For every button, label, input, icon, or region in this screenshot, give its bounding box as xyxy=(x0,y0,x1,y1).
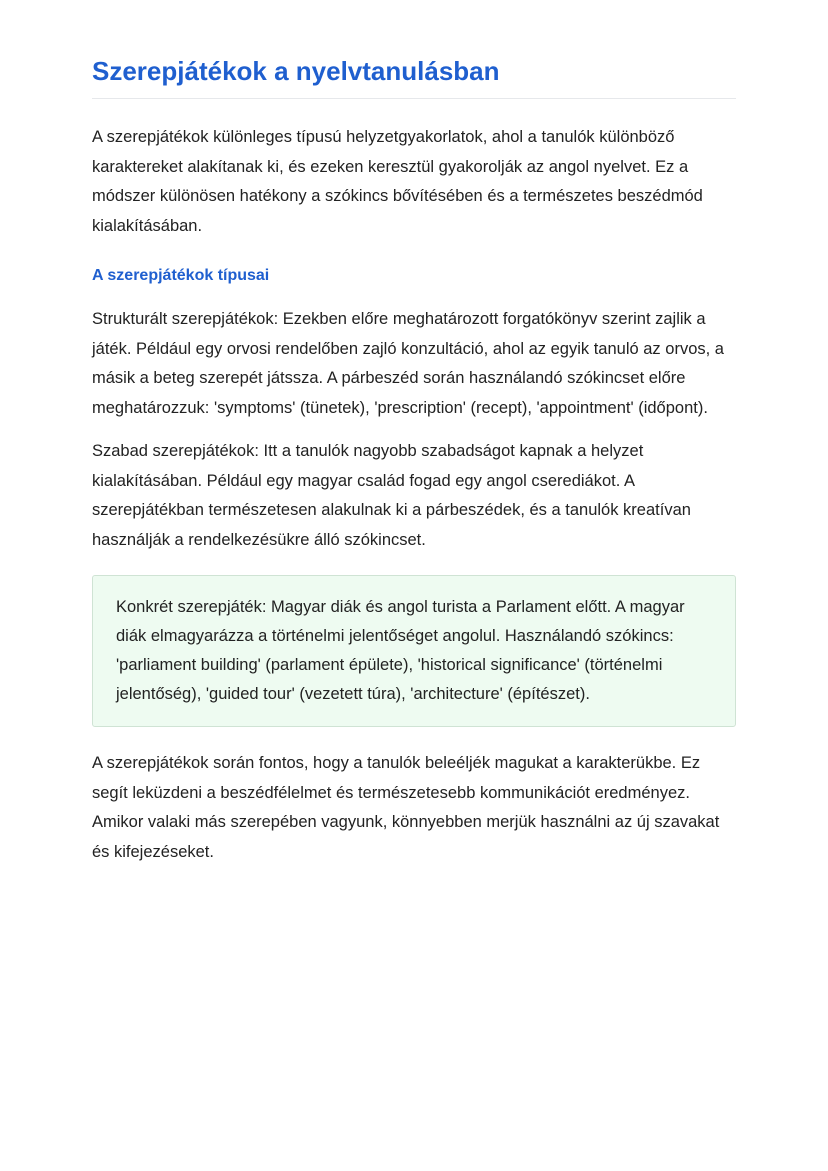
intro-paragraph: A szerepjátékok különleges típusú helyzetgyakorlatok, ahol a tanulók különböző karaktereket alakítanak ki, és ezeken keresztül gyakorolják az angol nyelvet. Ez a módszer különösen hatékony a szókincs bővítésében és a természetes beszédmód kialakításában. xyxy=(92,128,703,235)
closing-paragraph: A szerepjátékok során fontos, hogy a tanulók beleéljék magukat a karakterükbe. Ez segít leküzdeni a beszédfélelmet és természetesebb kommunikációt eredményez. Amikor valaki más szerepében vagyunk, könnyebben merjük használni az új szavakat és kifejezéseket. xyxy=(92,754,720,861)
example-callout-text: Konkrét szerepjáték: Magyar diák és angol turista a Parlament előtt. A magyar diák elmagyarázza a történelmi jelentőséget angolul. Használandó szókincs: 'parliament building' (parlament épülete), 'historical significance' (történelmi jelentőség), 'guided tour' (vezetett túra), 'architecture' (építészet). xyxy=(116,598,685,703)
section-heading: A szerepjátékok típusai xyxy=(92,267,270,284)
page-title: Szerepjátékok a nyelvtanulásban xyxy=(92,56,500,86)
structured-roleplay-paragraph: Strukturált szerepjátékok: Ezekben előre meghatározott forgatókönyv szerint zajlik a játék. Például egy orvosi rendelőben zajló konzultáció, ahol az egyik tanuló az orvos, a másik a beteg szerepét játssza. A párbeszéd során használandó szókincset előre meghatározzuk: 'symptoms' (tünetek), 'prescription' (recept), 'appointment' (időpont). xyxy=(92,310,724,417)
free-roleplay-paragraph: Szabad szerepjátékok: Itt a tanulók nagyobb szabadságot kapnak a helyzet kialakításában. Például egy magyar család fogad egy angol cserediákot. A szerepjátékban természetesen alakulnak ki a párbeszédek, és a tanulók kreatívan használják a rendelkezésükre álló szókincset. xyxy=(92,442,691,549)
example-callout-box xyxy=(92,575,736,727)
title-divider xyxy=(92,98,736,99)
